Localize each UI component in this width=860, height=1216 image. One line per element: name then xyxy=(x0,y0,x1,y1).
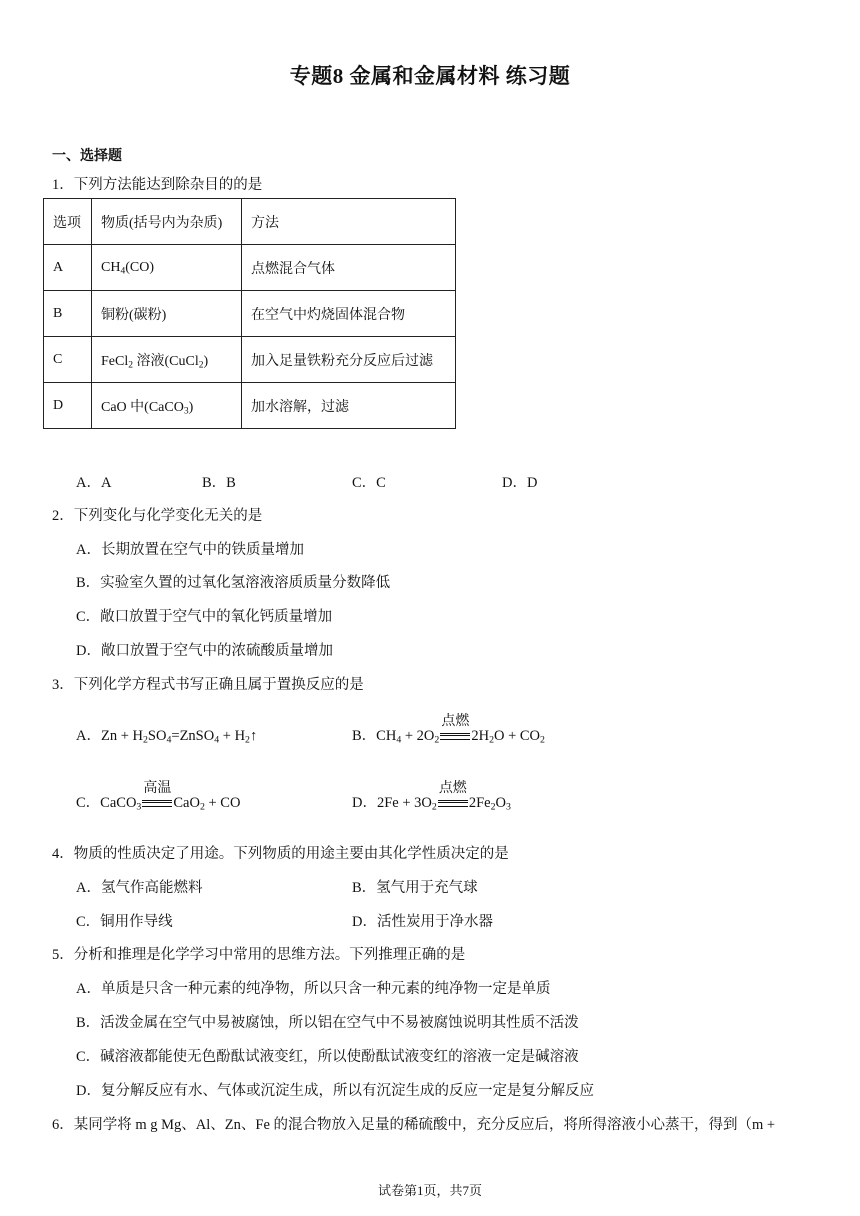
question-1-option-c: C．C xyxy=(352,475,386,491)
table-cell-option: C xyxy=(44,337,92,383)
question-2-option-a: A．长期放置在空气中的铁质量增加 xyxy=(76,542,304,558)
table-cell-substance: 铜粉(碳粉) xyxy=(92,291,242,337)
section-heading: 一、选择题 xyxy=(52,149,122,164)
table-header-cell: 物质(括号内为杂质) xyxy=(92,199,242,245)
question-1-option-b: B．B xyxy=(202,475,236,491)
question-5-option-d: D．复分解反应有水、气体或沉淀生成，所以有沉淀生成的反应一定是复分解反应 xyxy=(76,1083,594,1099)
table-row xyxy=(44,291,456,337)
table-cell-method: 在空气中灼烧固体混合物 xyxy=(242,291,456,337)
question-3-option-a: A．$Zn + H_2SO_4=ZnSO_4$ + $H_2↑$ xyxy=(76,728,258,746)
question-4-option-a: A．氢气作高能燃料 xyxy=(76,880,203,896)
table-cell-substance: CaO 中(CaCO$_3$) xyxy=(92,383,242,429)
question-4-option-d: D．活性炭用于净水器 xyxy=(352,914,493,930)
question-2-option-d: D．敞口放置于空气中的浓硫酸质量增加 xyxy=(76,643,333,659)
question-4-option-c: C．铜用作导线 xyxy=(76,914,173,930)
question-1-option-d: D．D xyxy=(502,475,538,491)
question-1-table xyxy=(43,198,456,429)
page-title: 专题8 金属和金属材料 练习题 xyxy=(289,64,571,88)
question-1-option-a: A．A xyxy=(76,475,112,491)
table-cell-option: D xyxy=(44,383,92,429)
question-5-option-a: A．单质是只含一种元素的纯净物，所以只含一种元素的纯净物一定是单质 xyxy=(76,981,551,997)
table-row xyxy=(44,383,456,429)
table-row xyxy=(44,245,456,291)
question-3-option-d: D．$2Fe + 3O_2$ 点燃 $2Fe_2O_3$ xyxy=(352,780,511,813)
table-row xyxy=(44,337,456,383)
table-cell-substance: $CH_4(CO)$ xyxy=(92,245,242,291)
question-2-stem: 2．下列变化与化学变化无关的是 xyxy=(52,508,263,524)
table-cell-substance: FeCl$_2$ 溶液(CuCl$_2$) xyxy=(92,337,242,383)
question-1-stem: 1．下列方法能达到除杂目的的是 xyxy=(52,177,263,193)
question-5-stem: 5．分析和推理是化学学习中常用的思维方法。下列推理正确的是 xyxy=(52,947,466,963)
question-6-stem: 6．某同学将 m g Mg、Al、Zn、Fe 的混合物放入足量的稀硫酸中，充分反应后，将所得溶液小心蒸干，得到（m + xyxy=(52,1117,776,1133)
question-3-option-c: C．CaCO$_3$ 高温 CaO$_2$ + CO xyxy=(76,780,241,813)
question-4-option-b: B．氢气用于充气球 xyxy=(352,880,478,896)
table-cell-method: 点燃混合气体 xyxy=(242,245,456,291)
question-3-stem: 3．下列化学方程式书写正确且属于置换反应的是 xyxy=(52,677,364,693)
question-3-option-b: B．$CH_4 + 2O_2$ 点燃 $2H_2O + CO_2$ xyxy=(352,713,545,746)
reaction-condition-arrow: 点燃 xyxy=(440,730,470,744)
reaction-condition-arrow: 高温 xyxy=(142,797,172,811)
table-header-row xyxy=(44,199,456,245)
question-2-option-b: B．实验室久置的过氧化氢溶液溶质质量分数降低 xyxy=(76,575,391,591)
table-cell-option: B xyxy=(44,291,92,337)
reaction-condition-arrow: 点燃 xyxy=(438,797,468,811)
table-header-cell: 选项 xyxy=(44,199,92,245)
question-5-option-c: C．碱溶液都能使无色酚酞试液变红，所以使酚酞试液变红的溶液一定是碱溶液 xyxy=(76,1049,579,1065)
table-cell-method: 加入足量铁粉充分反应后过滤 xyxy=(242,337,456,383)
table-cell-method: 加水溶解，过滤 xyxy=(242,383,456,429)
question-2-option-c: C．敞口放置于空气中的氧化钙质量增加 xyxy=(76,609,333,625)
table-cell-option: A xyxy=(44,245,92,291)
table-header-cell: 方法 xyxy=(242,199,456,245)
question-5-option-b: B．活泼金属在空气中易被腐蚀，所以铝在空气中不易被腐蚀说明其性质不活泼 xyxy=(76,1015,579,1031)
question-4-stem: 4．物质的性质决定了用途。下列物质的用途主要由其化学性质决定的是 xyxy=(52,846,509,862)
page-footer: 试卷第1页，共7页 xyxy=(377,1183,482,1198)
